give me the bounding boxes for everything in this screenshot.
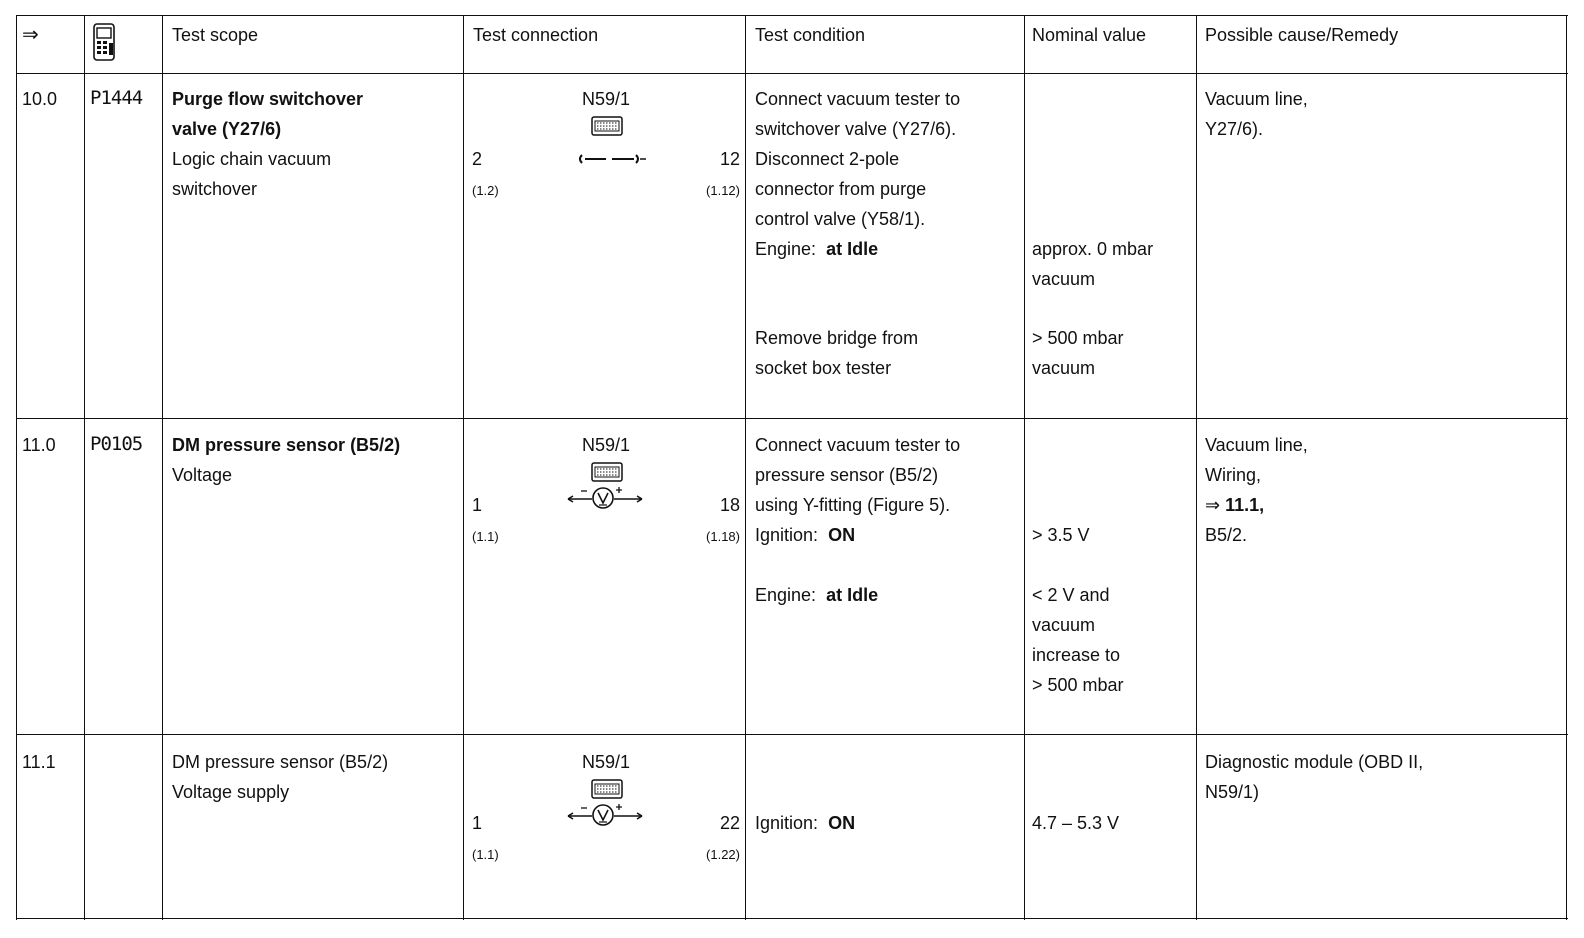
connection-component: N59/1 (581, 435, 631, 455)
cause-text: B5/2. (1205, 525, 1248, 545)
cause-text: N59/1) (1205, 782, 1260, 802)
header-nominal-value: Nominal value (1032, 25, 1147, 45)
column-divider (745, 15, 746, 920)
scope-text: Logic chain vacuum (172, 149, 332, 169)
condition-line (755, 808, 855, 838)
nominal-value: < 2 V and (1032, 585, 1110, 605)
cause-text: Vacuum line, (1205, 435, 1308, 455)
condition-value: ON (828, 525, 856, 545)
table-border-top (16, 15, 1568, 16)
header-arrow: ⇒ (22, 24, 39, 46)
bridge-icon (576, 151, 646, 167)
connection-component: N59/1 (581, 752, 631, 772)
pin-left-sub: (1.1) (472, 529, 499, 544)
row-divider (16, 734, 1568, 735)
scope-title: Purge flow switchover (172, 89, 364, 109)
header-test-scope: Test scope (172, 25, 259, 45)
column-divider (1024, 15, 1025, 920)
diagnostic-test-table (16, 15, 1568, 920)
reference-step: 11.1, (1225, 495, 1265, 515)
condition-text: Disconnect 2-pole (755, 149, 900, 169)
nominal-value: 4.7 – 5.3 V (1032, 813, 1120, 833)
table-border-bottom (16, 918, 1568, 919)
condition-text: switchover valve (Y27/6). (755, 119, 957, 139)
nominal-value: approx. 0 mbar (1032, 239, 1154, 259)
cause-reference (1205, 490, 1264, 520)
scope-text: DM pressure sensor (B5/2) (172, 752, 389, 772)
socket-box-icon (590, 460, 624, 484)
pin-right: 22 (719, 813, 740, 833)
condition-line (755, 520, 855, 550)
condition-label: Engine: (755, 585, 817, 605)
nominal-value: vacuum (1032, 269, 1096, 289)
pin-right: 18 (719, 495, 740, 515)
table-border-left (16, 15, 17, 920)
nominal-value: vacuum (1032, 615, 1096, 635)
step-number: 11.1 (22, 752, 56, 772)
condition-text: Connect vacuum tester to (755, 435, 961, 455)
nominal-value: increase to (1032, 645, 1121, 665)
fault-code: P1444 (90, 87, 143, 109)
nominal-value: > 500 mbar (1032, 328, 1124, 348)
condition-value: at Idle (826, 585, 879, 605)
header-possible-cause: Possible cause/Remedy (1205, 25, 1399, 45)
pin-left: 1 (472, 813, 483, 833)
step-number: 11.0 (22, 435, 56, 455)
column-divider (84, 15, 85, 920)
row-divider (16, 418, 1568, 419)
pin-right-sub: (1.12) (706, 183, 740, 198)
condition-text: socket box tester (755, 358, 892, 378)
condition-line (755, 234, 878, 264)
condition-text: pressure sensor (B5/2) (755, 465, 939, 485)
fault-code: P0105 (90, 433, 143, 455)
pin-left: 1 (472, 495, 483, 515)
nominal-value: vacuum (1032, 358, 1096, 378)
connection-component: N59/1 (581, 89, 631, 109)
pin-right: 12 (719, 149, 740, 169)
pin-left: 2 (472, 149, 483, 169)
condition-value: at Idle (826, 239, 879, 259)
pin-right-sub: (1.18) (706, 529, 740, 544)
condition-text: connector from purge (755, 179, 927, 199)
condition-text: Remove bridge from (755, 328, 919, 348)
step-number: 10.0 (22, 89, 58, 109)
column-divider (1196, 15, 1197, 920)
pin-left-sub: (1.1) (472, 847, 499, 862)
header-test-condition: Test condition (755, 25, 866, 45)
column-divider (463, 15, 464, 920)
scope-title: DM pressure sensor (B5/2) (172, 435, 401, 455)
tester-device-icon (92, 23, 118, 63)
cause-text: Diagnostic module (OBD II, (1205, 752, 1424, 772)
condition-label: Ignition: (755, 525, 819, 545)
scope-text: switchover (172, 179, 258, 199)
condition-text: control valve (Y58/1). (755, 209, 926, 229)
condition-value: ON (828, 813, 856, 833)
socket-box-icon (590, 114, 624, 138)
header-divider (16, 73, 1568, 74)
pin-right-sub: (1.22) (706, 847, 740, 862)
cause-text: Vacuum line, (1205, 89, 1308, 109)
table-border-right (1566, 15, 1567, 920)
scope-text: Voltage (172, 465, 233, 485)
header-test-connection: Test connection (473, 25, 599, 45)
condition-text: using Y-fitting (Figure 5). (755, 495, 951, 515)
condition-label: Ignition: (755, 813, 819, 833)
cause-text: Y27/6). (1205, 119, 1264, 139)
condition-line (755, 580, 878, 610)
socket-box-icon (590, 777, 624, 801)
pin-left-sub: (1.2) (472, 183, 499, 198)
reference-arrow: ⇒ (1205, 495, 1221, 515)
condition-text: Connect vacuum tester to (755, 89, 961, 109)
voltmeter-icon (566, 484, 646, 510)
cause-text: Wiring, (1205, 465, 1262, 485)
voltmeter-icon (566, 801, 646, 827)
condition-label: Engine: (755, 239, 817, 259)
scope-text: Voltage supply (172, 782, 290, 802)
column-divider (162, 15, 163, 920)
nominal-value: > 500 mbar (1032, 675, 1124, 695)
nominal-value: > 3.5 V (1032, 525, 1090, 545)
scope-title: valve (Y27/6) (172, 119, 282, 139)
